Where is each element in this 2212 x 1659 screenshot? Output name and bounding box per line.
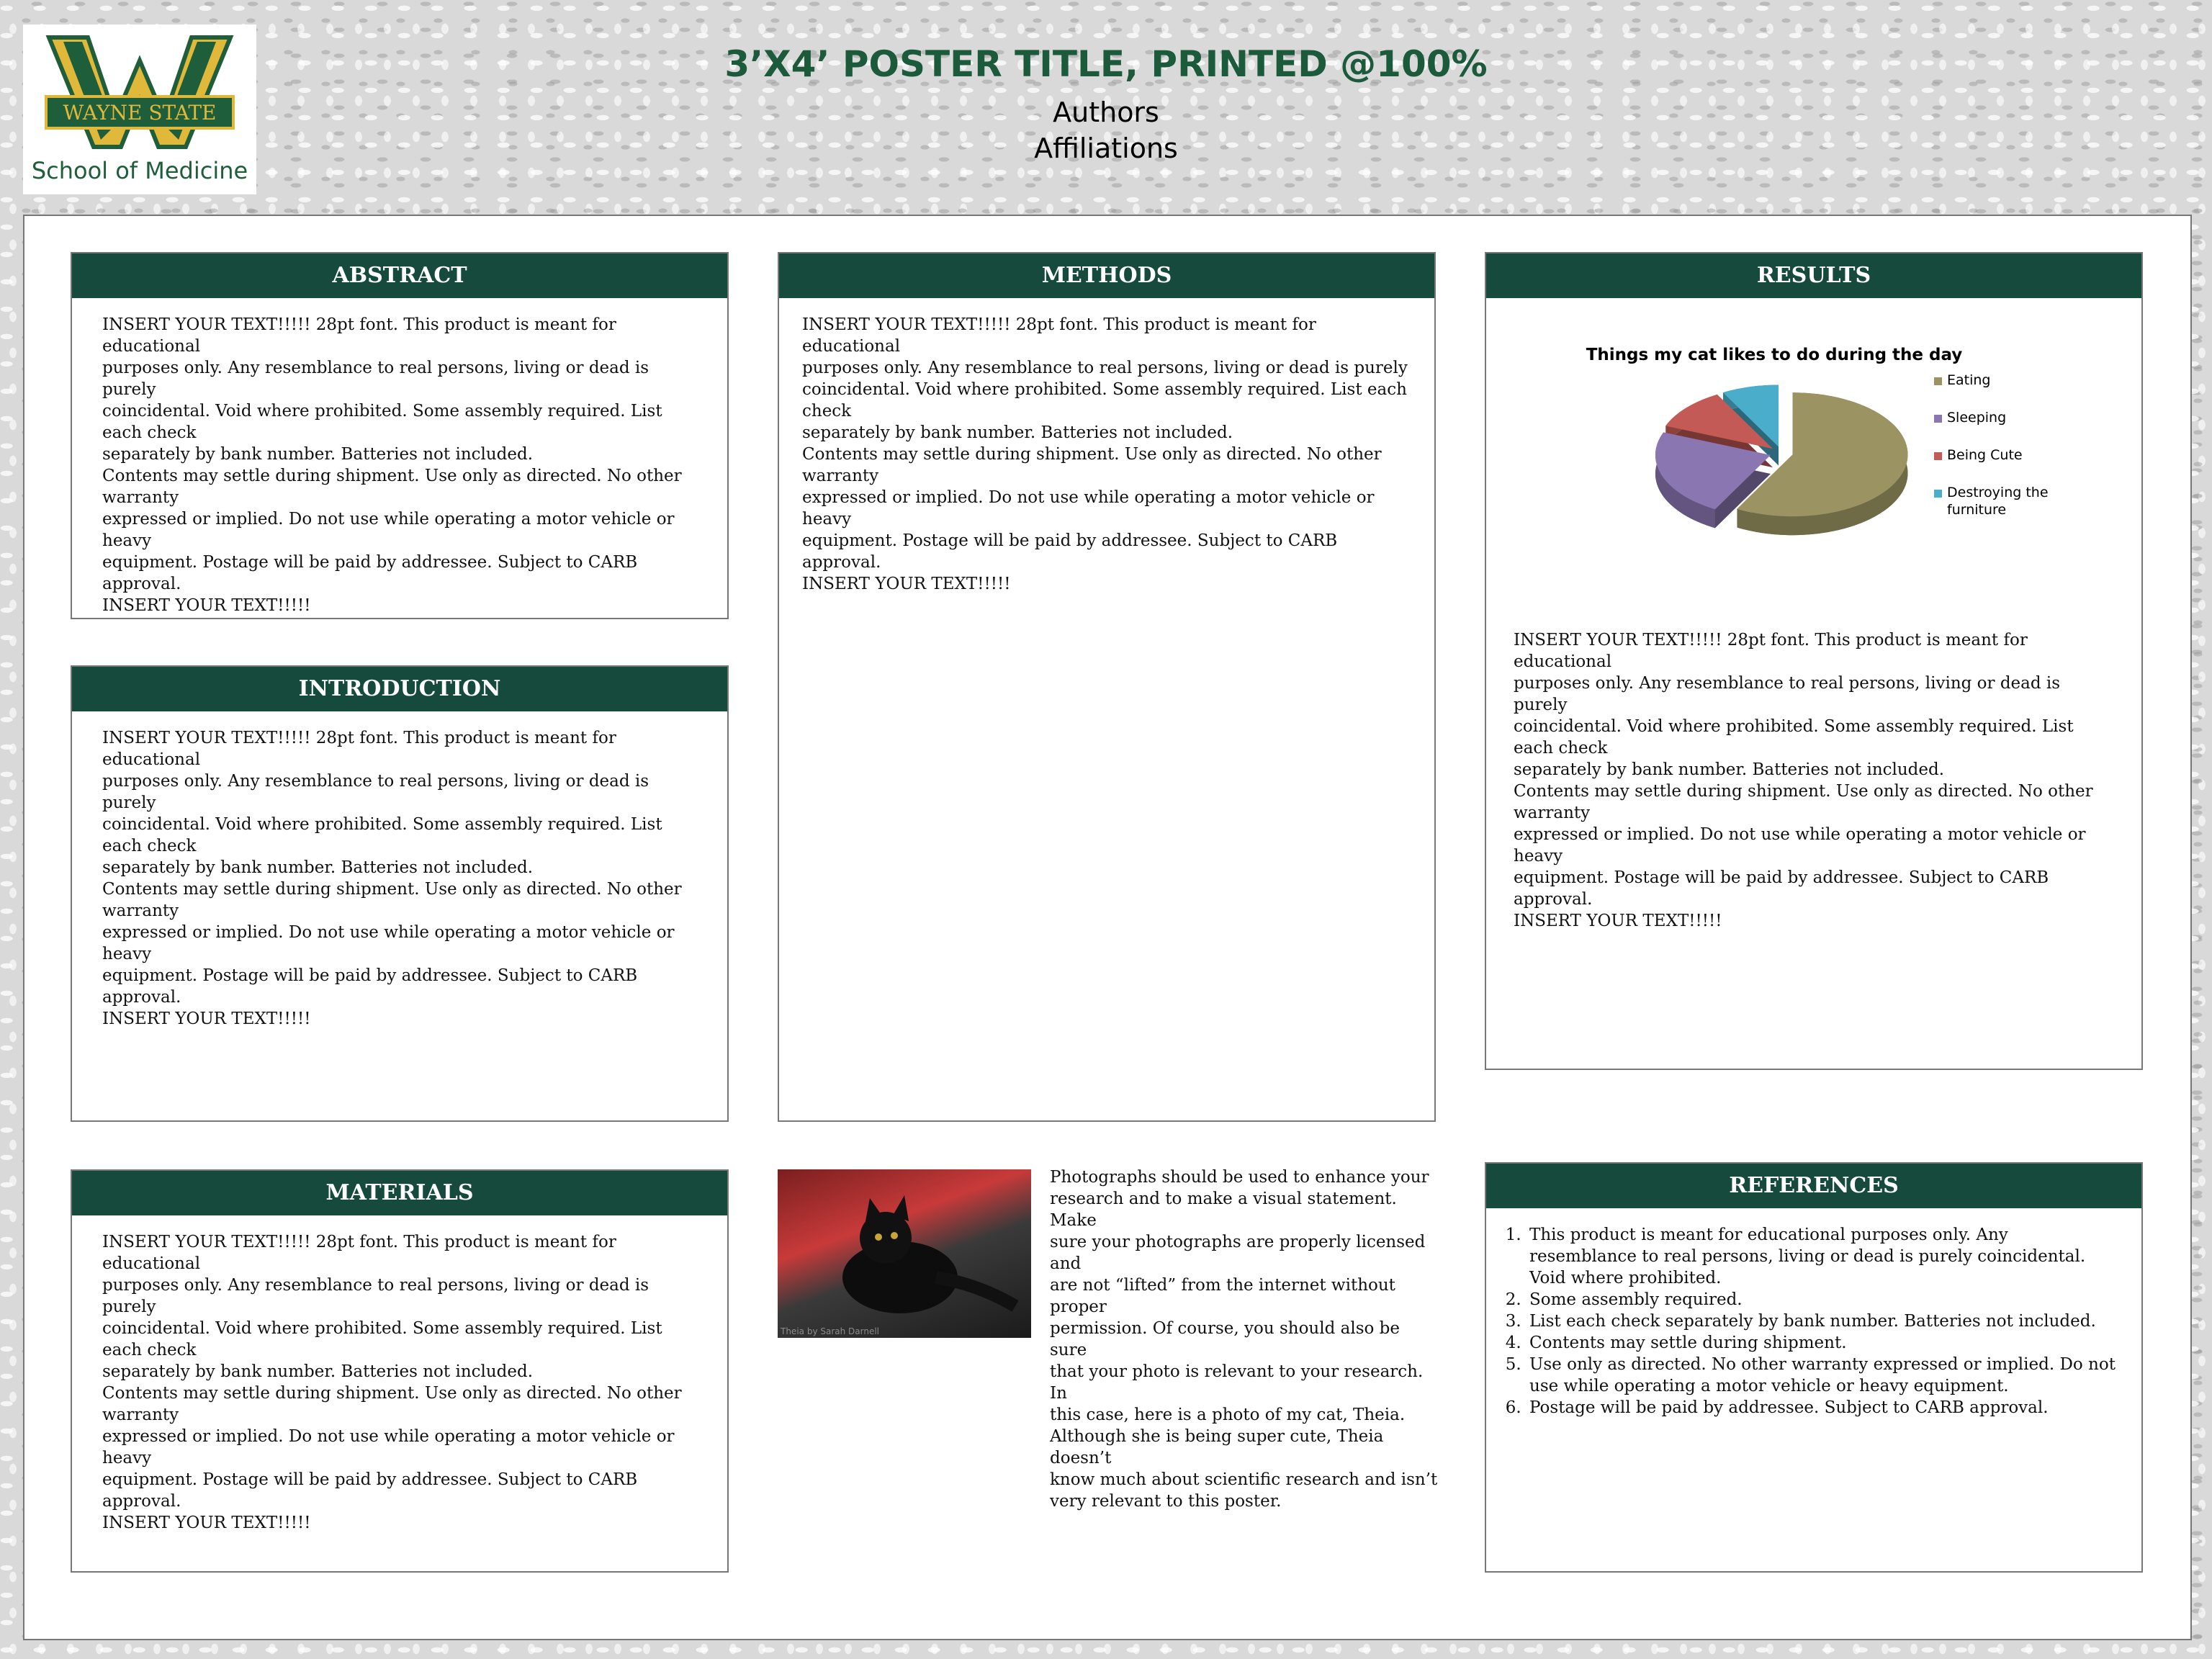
legend-label: Sleeping (1947, 410, 2007, 426)
materials-text (72, 1215, 727, 1534)
references-panel (1485, 1162, 2143, 1573)
text-line: coincidental. Void where prohibited. Some assembly required. List each check (102, 1319, 662, 1359)
reference-item: 6. Postage will be paid by addressee. Subject to CARB approval. (1527, 1397, 2120, 1419)
legend-swatch (1934, 377, 1942, 385)
text-line: research and to make a visual statement. Make (1050, 1190, 1397, 1230)
results-text (1486, 613, 2141, 932)
text-line: separately by bank number. Batteries not included. (102, 1362, 534, 1381)
text-line: separately by bank number. Batteries not included. (102, 445, 534, 464)
text-line: expressed or implied. Do not use while operating a motor vehicle or heavy (102, 1427, 675, 1467)
text-line: Contents may settle during shipment. Use only as directed. No other warranty (102, 467, 682, 507)
pie-chart (1565, 334, 2084, 572)
text-line: coincidental. Void where prohibited. Some assembly required. List each check (802, 380, 1407, 421)
poster-body (23, 215, 2192, 1640)
results-panel (1485, 252, 2143, 1070)
text-line: Contents may settle during shipment. Use only as directed. No other warranty (102, 880, 682, 920)
pie-slices (1655, 385, 1908, 516)
legend-swatch (1934, 415, 1942, 423)
legend-label: Destroying the furniture (1947, 485, 2049, 518)
introduction-panel (71, 665, 729, 1122)
text-line: INSERT YOUR TEXT!!!!! 28pt font. This product is meant for educational (102, 1233, 616, 1273)
text-line: equipment. Postage will be paid by addressee. Subject to CARB approval. (1514, 868, 2049, 909)
introduction-text (72, 711, 727, 1030)
text-line: coincidental. Void where prohibited. Some assembly required. List each check (1514, 717, 2074, 757)
text-line: INSERT YOUR TEXT!!!!! 28pt font. This product is meant for educational (102, 729, 616, 769)
abstract-heading: ABSTRACT (72, 253, 727, 298)
legend-label: Being Cute (1947, 447, 2023, 463)
text-line: INSERT YOUR TEXT!!!!! 28pt font. This product is meant for educational (802, 315, 1316, 356)
text-line: INSERT YOUR TEXT!!!!! (102, 1010, 311, 1028)
abstract-panel (71, 252, 729, 619)
text-line: expressed or implied. Do not use while operating a motor vehicle or heavy (1514, 825, 2086, 866)
text-line: equipment. Postage will be paid by addressee. Subject to CARB approval. (102, 553, 638, 593)
introduction-heading: INTRODUCTION (72, 667, 727, 711)
text-line: separately by bank number. Batteries not included. (802, 423, 1233, 442)
text-line: Contents may settle during shipment. Use only as directed. No other warranty (802, 445, 1382, 485)
results-heading: RESULTS (1486, 253, 2141, 298)
methods-panel (778, 252, 1436, 1122)
methods-text (779, 298, 1434, 595)
text-line: INSERT YOUR TEXT!!!!! (1514, 912, 1722, 930)
text-line: purposes only. Any resemblance to real persons, living or dead is purely (102, 1276, 649, 1316)
logo-wordmark: WAYNE STATE (63, 101, 217, 125)
text-line: INSERT YOUR TEXT!!!!! (102, 596, 311, 615)
text-line: coincidental. Void where prohibited. Some assembly required. List each check (102, 402, 662, 442)
text-line: purposes only. Any resemblance to real persons, living or dead is purely (1514, 674, 2061, 714)
text-line: coincidental. Void where prohibited. Some assembly required. List each check (102, 815, 662, 855)
text-line: equipment. Postage will be paid by addressee. Subject to CARB approval. (802, 531, 1338, 572)
references-heading: REFERENCES (1486, 1164, 2141, 1208)
text-line: expressed or implied. Do not use while operating a motor vehicle or heavy (802, 488, 1375, 529)
text-line: separately by bank number. Batteries not included. (1514, 760, 1945, 779)
text-line: purposes only. Any resemblance to real persons, living or dead is purely (102, 772, 649, 812)
text-line: purposes only. Any resemblance to real persons, living or dead is purely (102, 359, 649, 399)
text-line: this case, here is a photo of my cat, Theia. (1050, 1406, 1406, 1424)
cat-illustration (778, 1169, 1031, 1338)
references-list-wrap (1486, 1208, 2141, 1419)
text-line: INSERT YOUR TEXT!!!!! 28pt font. This product is meant for educational (1514, 631, 2028, 671)
legend-swatch (1934, 490, 1942, 498)
legend-swatch (1934, 452, 1942, 460)
chart-title: Things my cat likes to do during the day (1586, 346, 1963, 364)
legend-label: Eating (1947, 372, 1991, 388)
photo-credit: Theia by Sarah Darnell (781, 1326, 880, 1336)
materials-heading: MATERIALS (72, 1171, 727, 1215)
photo-caption (1050, 1166, 1439, 1512)
materials-panel (71, 1169, 729, 1573)
text-line: expressed or implied. Do not use while operating a motor vehicle or heavy (102, 923, 675, 963)
text-line: purposes only. Any resemblance to real persons, living or dead is purely (802, 359, 1408, 377)
methods-heading: METHODS (779, 253, 1434, 298)
text-line: equipment. Postage will be paid by addressee. Subject to CARB approval. (102, 1470, 638, 1511)
text-line: expressed or implied. Do not use while operating a motor vehicle or heavy (102, 510, 675, 550)
cat-photo (778, 1169, 1031, 1338)
text-line: very relevant to this poster. (1050, 1492, 1282, 1511)
text-line: sure your photographs are properly licensed and (1050, 1233, 1426, 1273)
reference-item: 3. List each check separately by bank number. Batteries not included. (1527, 1310, 2120, 1332)
poster-title: 3’X4’ POSTER TITLE, PRINTED @100% (724, 43, 1488, 85)
poster-affiliations: Affiliations (1034, 132, 1178, 164)
reference-item: 1. This product is meant for educational purposes only. Any resemblance to real persons, living or dead is purely coincidental. Void where prohibited. (1527, 1224, 2120, 1289)
logo-school-name: School of Medicine (31, 157, 248, 184)
text-line: are not “lifted” from the internet without proper (1050, 1276, 1395, 1316)
text-line: that your photo is relevant to your research. In (1050, 1362, 1424, 1403)
text-line: equipment. Postage will be paid by addressee. Subject to CARB approval. (102, 966, 638, 1007)
chart-legend (1934, 372, 2049, 518)
references-list (1501, 1224, 2120, 1419)
text-line: INSERT YOUR TEXT!!!!! 28pt font. This product is meant for educational (102, 315, 616, 356)
text-line: Contents may settle during shipment. Use only as directed. No other warranty (1514, 782, 2093, 822)
reference-item: 4. Contents may settle during shipment. (1527, 1332, 2120, 1354)
text-line: Although she is being super cute, Theia doesn’t (1050, 1427, 1384, 1467)
abstract-text (72, 298, 727, 616)
text-line: Contents may settle during shipment. Use only as directed. No other warranty (102, 1384, 682, 1424)
reference-item: 5. Use only as directed. No other warranty expressed or implied. Do not use while operating a motor vehicle or heavy equipment. (1527, 1354, 2120, 1397)
text-line: know much about scientific research and isn’t (1050, 1470, 1438, 1489)
text-line: INSERT YOUR TEXT!!!!! (102, 1514, 311, 1532)
text-line: permission. Of course, you should also be sure (1050, 1319, 1400, 1359)
poster-authors: Authors (1053, 96, 1159, 128)
text-line: INSERT YOUR TEXT!!!!! (802, 575, 1011, 593)
text-line: Photographs should be used to enhance your (1050, 1168, 1429, 1187)
reference-item: 2. Some assembly required. (1527, 1289, 2120, 1310)
text-line: separately by bank number. Batteries not included. (102, 858, 534, 877)
